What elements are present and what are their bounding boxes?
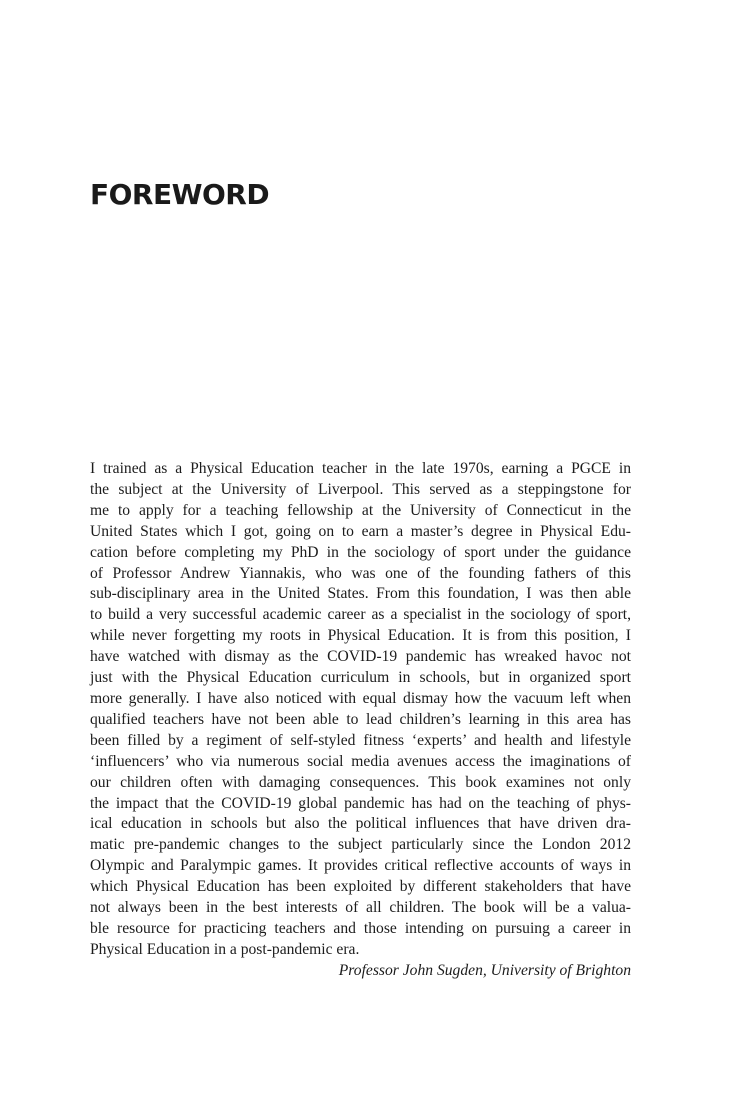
body-line: have watched with dismay as the COVID-19 pandemic has wreaked havoc not: [90, 648, 631, 666]
foreword-body: [90, 459, 631, 982]
body-line: Olympic and Paralympic games. It provides critical reflective accounts of ways in: [90, 857, 631, 875]
body-line: qualified teachers have not been able to lead children’s learning in this area has: [90, 710, 631, 728]
body-line: the impact that the COVID-19 global pandemic has had on the teaching of phys-: [90, 794, 631, 812]
body-line: just with the Physical Education curriculum in schools, but in organized sport: [90, 669, 631, 687]
author-signature: Professor John Sugden, University of Brighton: [338, 961, 631, 979]
page-title: FOREWORD: [90, 178, 270, 211]
body-line: not always been in the best interests of all children. The book will be a valua-: [90, 899, 631, 917]
body-line: sub-disciplinary area in the United States. From this foundation, I was then able: [90, 585, 631, 603]
body-line: ble resource for practicing teachers and those intending on pursuing a career in: [90, 919, 631, 937]
body-line: to build a very successful academic career as a specialist in the sociology of sport,: [90, 606, 631, 624]
body-line: been filled by a regiment of self-styled fitness ‘experts’ and health and lifestyle: [90, 731, 631, 749]
body-line: ‘influencers’ who via numerous social media avenues access the imaginations of: [90, 752, 631, 770]
body-line: more generally. I have also noticed with equal dismay how the vacuum left when: [90, 689, 631, 707]
body-line: United States which I got, going on to earn a master’s degree in Physical Edu-: [90, 522, 631, 540]
body-line: which Physical Education has been exploited by different stakeholders that have: [90, 878, 631, 896]
body-line: of Professor Andrew Yiannakis, who was one of the founding fathers of this: [90, 564, 631, 582]
body-line: while never forgetting my roots in Physical Education. It is from this position, I: [90, 627, 631, 645]
body-line: our children often with damaging consequences. This book examines not only: [90, 773, 631, 791]
body-line: me to apply for a teaching fellowship at the University of Connecticut in the: [90, 501, 631, 519]
body-line: ical education in schools but also the political influences that have driven dra-: [90, 815, 631, 833]
body-line: matic pre-pandemic changes to the subject particularly since the London 2012: [90, 836, 631, 854]
body-line: Physical Education in a post-pandemic era.: [90, 940, 360, 958]
body-line: cation before completing my PhD in the sociology of sport under the guidance: [90, 543, 631, 561]
body-line: I trained as a Physical Education teacher in the late 1970s, earning a PGCE in: [90, 460, 631, 477]
body-line: the subject at the University of Liverpool. This served as a steppingstone for: [90, 480, 631, 498]
